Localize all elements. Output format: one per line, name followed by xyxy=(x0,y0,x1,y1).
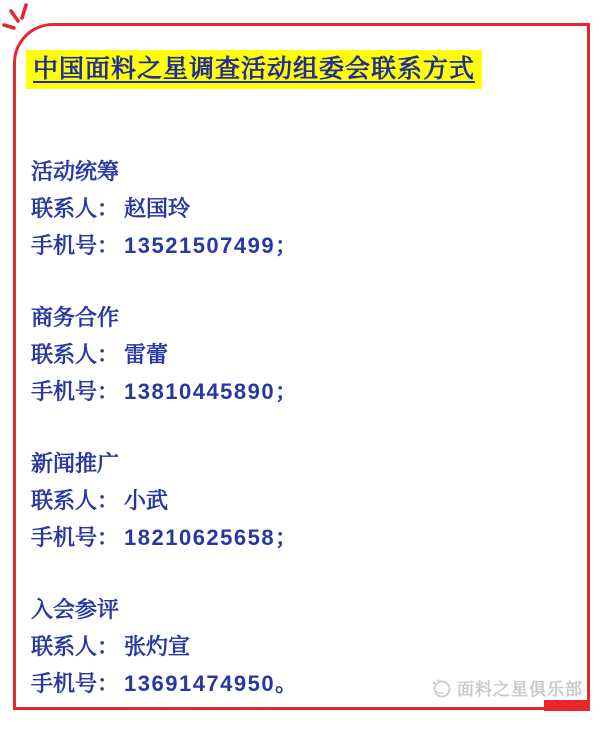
contact-label: 联系人： xyxy=(31,634,120,659)
phone-label: 手机号： xyxy=(31,379,120,404)
phone-row xyxy=(31,227,571,264)
phone-row xyxy=(31,519,571,556)
contact-row xyxy=(31,190,571,227)
section-heading: 商务合作 xyxy=(31,305,120,330)
phone-label: 手机号： xyxy=(31,233,120,258)
brand-watermark xyxy=(430,675,583,700)
contact-section xyxy=(31,299,571,410)
phone-number: 13691474950。 xyxy=(124,671,299,696)
contact-row xyxy=(31,628,571,665)
section-heading: 活动统筹 xyxy=(31,159,120,184)
contact-row xyxy=(31,482,571,519)
contact-name: 张灼宣 xyxy=(124,634,191,659)
contact-label: 联系人： xyxy=(31,488,120,513)
contact-section xyxy=(31,153,571,264)
page-title: 中国面料之星调查活动组委会联系方式 xyxy=(26,50,482,89)
phone-label: 手机号： xyxy=(31,671,120,696)
section-heading: 入会参评 xyxy=(31,597,120,622)
bottom-right-accent-bar xyxy=(544,700,590,711)
contact-row xyxy=(31,336,571,373)
contact-name: 雷蕾 xyxy=(124,342,169,367)
brand-name: 面料之星俱乐部 xyxy=(457,680,583,699)
phone-row xyxy=(31,373,571,410)
fabric-star-club-logo-icon xyxy=(430,677,452,699)
contact-sections xyxy=(31,153,571,737)
section-heading: 新闻推广 xyxy=(31,451,120,476)
phone-number: 13521507499； xyxy=(124,233,299,258)
contact-name: 小武 xyxy=(124,488,169,513)
phone-number: 13810445890； xyxy=(124,379,299,404)
contact-name: 赵国玲 xyxy=(124,196,191,221)
contact-label: 联系人： xyxy=(31,342,120,367)
contact-section xyxy=(31,445,571,556)
phone-number: 18210625658； xyxy=(124,525,299,550)
contact-label: 联系人： xyxy=(31,196,120,221)
red-frame-border xyxy=(13,23,590,710)
phone-label: 手机号： xyxy=(31,525,120,550)
